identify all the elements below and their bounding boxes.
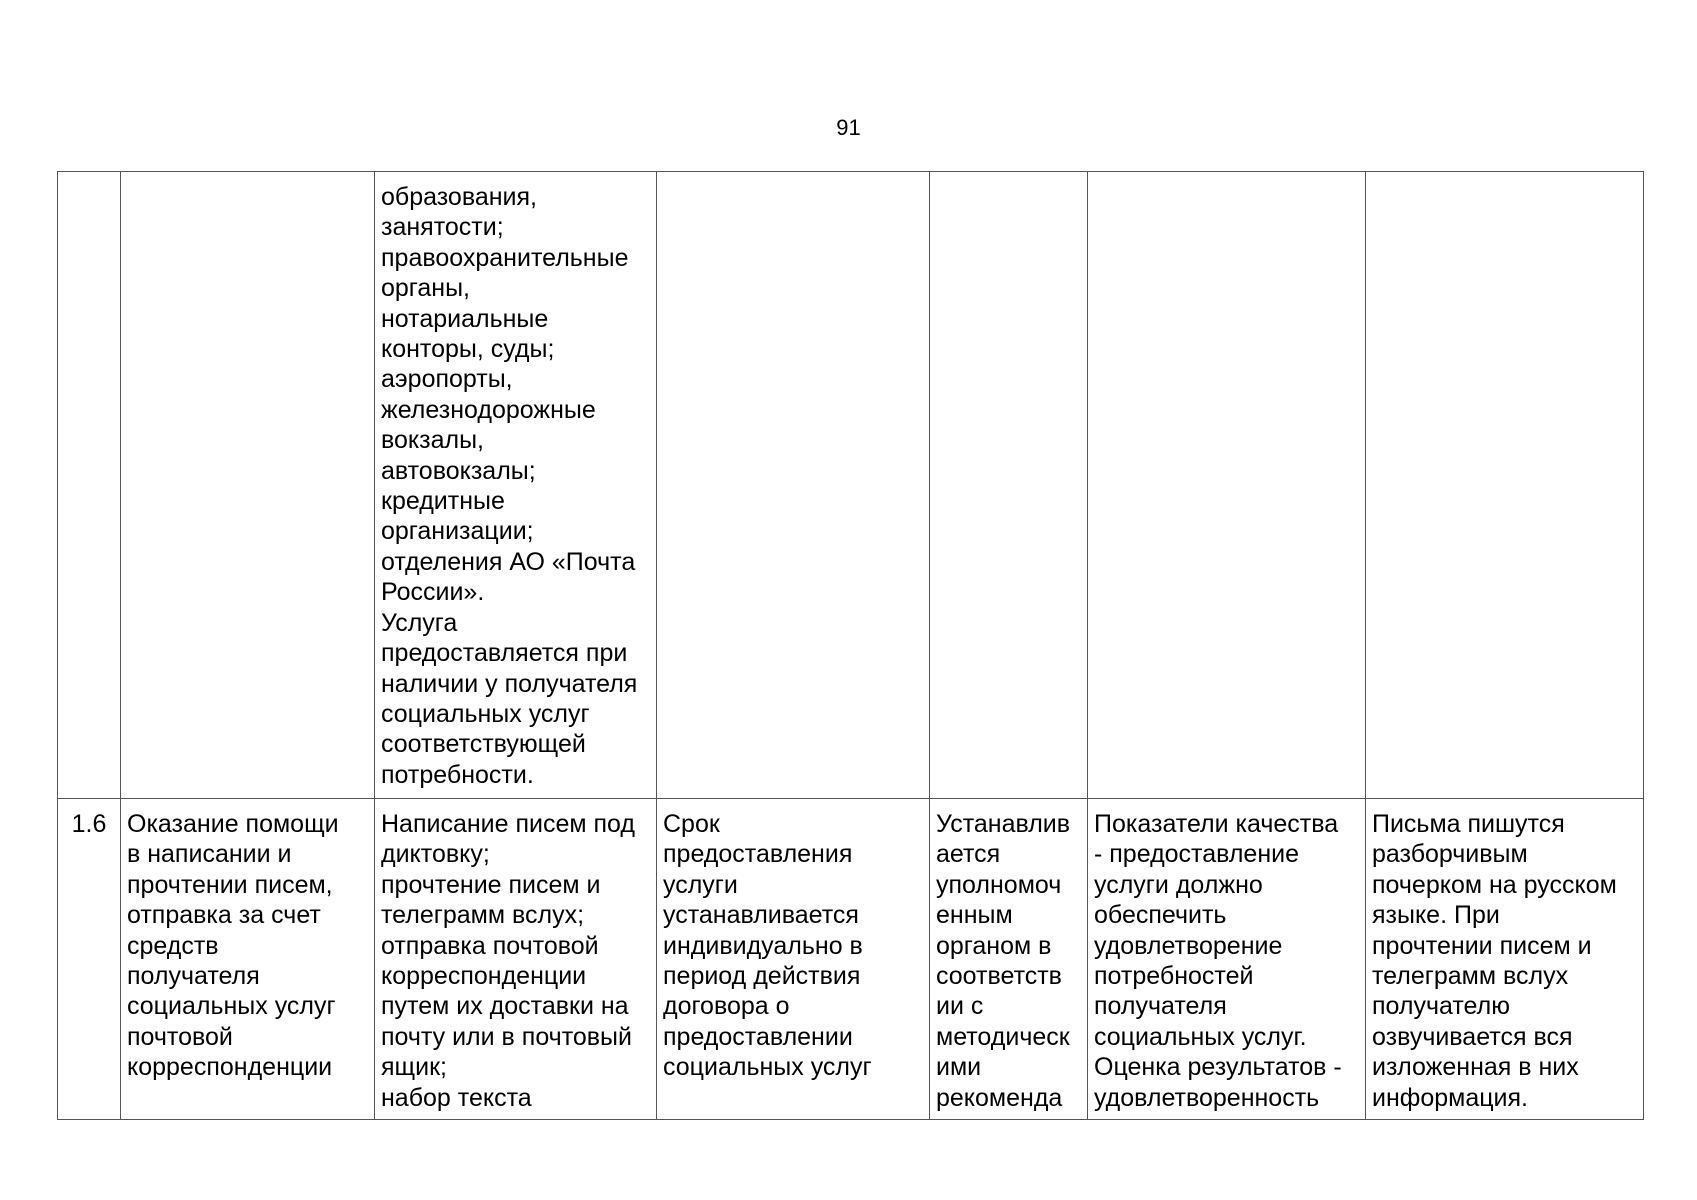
cell-text-line: телеграмм вслух (1372, 962, 1569, 991)
cell-text-line: набор текста (381, 1083, 532, 1112)
cell-term (657, 172, 930, 799)
cell-service-content (375, 799, 657, 1120)
cell-text-line: ается (936, 840, 1001, 869)
cell-conditions (1366, 799, 1644, 1120)
cell-text-line: получателя (127, 962, 260, 991)
cell-term (657, 799, 930, 1120)
cell-text-line: индивидуально в (663, 931, 863, 960)
cell-text-line: почтовой (127, 1022, 233, 1051)
cell-text-line: Услуга (381, 608, 458, 637)
cell-text-line: услуги (663, 870, 738, 899)
cell-service-name (121, 799, 375, 1120)
table-row (58, 172, 1644, 799)
cell-text-line: потребности. (381, 760, 534, 789)
cell-text-line: органом в (936, 931, 1052, 960)
cell-text-line: отправка почтовой (381, 931, 599, 960)
cell-text-line: устанавливается (663, 901, 859, 930)
cell-text-line: договора о (663, 992, 790, 1021)
cell-service-name (121, 172, 375, 799)
cell-text-line: соответств (936, 962, 1062, 991)
cell-text-line: енным (936, 901, 1013, 930)
cell-text-line: озвучивается вся (1372, 1022, 1573, 1051)
cell-text-line: обеспечить (1094, 901, 1227, 930)
cell-text-line: предоставляется при (381, 639, 628, 668)
cell-text-line: диктовку; (381, 840, 490, 869)
cell-text-line: корреспонденции (127, 1053, 333, 1082)
cell-text-line: ими (936, 1053, 982, 1082)
cell-text-line: получателя (1094, 992, 1227, 1021)
cell-text-line: прочтение писем и (381, 870, 601, 899)
cell-text-line: кредитные (381, 487, 505, 516)
cell-text-line: удовлетворение (1094, 931, 1283, 960)
cell-text-line: предоставления (663, 840, 853, 869)
page-number: 91 (836, 115, 861, 140)
cell-text-line: ящик; (381, 1053, 447, 1082)
cell-text-line: Показатели качества (1094, 810, 1339, 838)
cell-text-line: нотариальные (381, 304, 549, 333)
cell-text-line: организации; (381, 517, 534, 546)
cell-text-line: Оценка результатов - (1094, 1053, 1342, 1082)
cell-text-line: вокзалы, (381, 426, 484, 455)
cell-text-line: удовлетворенность (1094, 1083, 1320, 1112)
cell-text-line: средств (127, 931, 219, 960)
cell-text-line: телеграмм вслух; (381, 901, 585, 930)
cell-text-line: социальных услуг. (1094, 1022, 1307, 1051)
cell-text-line: почерком на русском (1372, 870, 1617, 899)
cell-text-line: Письма пишутся (1372, 810, 1565, 838)
cell-text-line: почту или в почтовый (381, 1022, 632, 1051)
cell-text-line: в написании и (127, 840, 292, 869)
cell-text-line: социальных услуг (663, 1053, 872, 1082)
cell-service-content (375, 172, 657, 799)
cell-text-line: отделения АО «Почта (381, 547, 636, 576)
cell-text-line: - предоставление (1094, 840, 1300, 869)
cell-number (58, 172, 121, 799)
cell-text-line: прочтении писем и (1372, 931, 1592, 960)
cell-text-line: языке. При (1372, 901, 1500, 930)
cell-text-line: информация. (1372, 1083, 1529, 1112)
cell-cost (930, 172, 1088, 799)
cell-text-line: получателю (1372, 992, 1510, 1021)
cell-text-line: рекоменда (936, 1083, 1063, 1112)
cell-text-line: корреспонденции (381, 962, 587, 991)
cell-text-line: правоохранительные (381, 243, 629, 272)
cell-quality (1088, 799, 1366, 1120)
cell-text-line: социальных услуг (381, 699, 590, 728)
cell-text-line: занятости; (381, 213, 504, 242)
cell-text-line: услуги должно (1094, 870, 1263, 899)
cell-text-line: Устанавлив (936, 810, 1071, 838)
cell-text-line: предоставлении (663, 1022, 853, 1051)
cell-text-line: органы, (381, 274, 471, 303)
services-table (57, 171, 1644, 1120)
cell-text-line: путем их доставки на (381, 992, 629, 1021)
cell-text-line: конторы, суды; (381, 335, 555, 364)
cell-text-line: железнодорожные (381, 395, 596, 424)
cell-text-line: потребностей (1094, 962, 1254, 991)
cell-text-line: разборчивым (1372, 840, 1528, 869)
cell-text-line: период действия (663, 962, 861, 991)
cell-text-line: России». (381, 578, 485, 607)
cell-text-line: образования, (381, 183, 537, 211)
cell-text-line: изложенная в них (1372, 1053, 1579, 1082)
cell-conditions (1366, 172, 1644, 799)
cell-text-line: ии с (936, 992, 984, 1021)
cell-text-line: аэропорты, (381, 365, 513, 394)
cell-text-line: Срок (663, 810, 720, 838)
cell-text-line: Написание писем под (381, 810, 636, 838)
cell-text-line: прочтении писем, (127, 870, 333, 899)
cell-quality (1088, 172, 1366, 799)
cell-text-line: автовокзалы; (381, 456, 536, 485)
table-row (58, 799, 1644, 1120)
cell-text-line: Оказание помощи (127, 810, 339, 838)
cell-text-line: уполномоч (936, 870, 1062, 899)
cell-text-line: социальных услуг (127, 992, 336, 1021)
cell-text-line: наличии у получателя (381, 669, 638, 698)
cell-text-line: методическ (936, 1022, 1070, 1051)
cell-cost (930, 799, 1088, 1120)
cell-text-line: отправка за счет (127, 901, 321, 930)
cell-text-line: соответствующей (381, 730, 586, 759)
cell-number: 1.6 (58, 799, 121, 1120)
